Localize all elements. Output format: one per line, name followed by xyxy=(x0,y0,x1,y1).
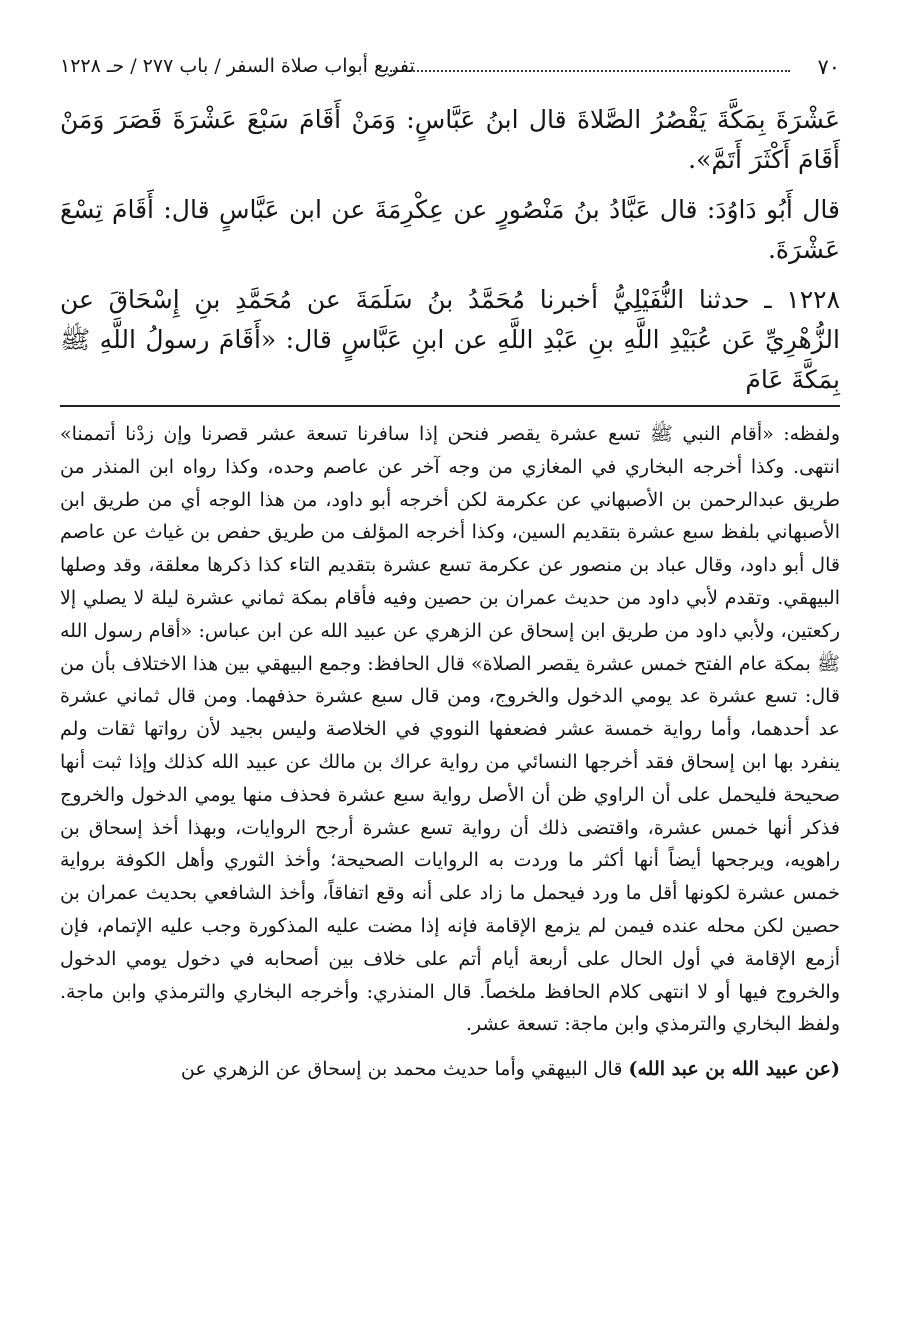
page-number: ٧٠ xyxy=(817,55,840,79)
header-dot-leader xyxy=(390,70,790,72)
commentary xyxy=(60,418,840,1086)
commentary-last-text: قال البيهقي وأما حديث محمد بن إسحاق عن الزهري عن xyxy=(180,1058,629,1081)
hadith-1228: ١٢٢٨ ـ حدثنا النُّفَيْلِيُّ أخبرنا مُحَمَّدُ بنُ سَلَمَةَ عن مُحَمَّدِ بنِ إِسْحَاقَ عن الزُّهْرِيِّ عَن عُبَيْدِ اللَّهِ بنِ عَبْدِ اللَّهِ عن ابنِ عَبَّاسٍ قال: «أَقَامَ رسولُ اللَّهِ ﷺ بِمَكَّةَ عَامَ xyxy=(60,285,840,394)
commentary-reference: (عن عبيد الله بن عبد الله) xyxy=(628,1058,840,1081)
main-paragraph-2: قال أَبُو دَاوُدَ: قال عَبَّادُ بنُ مَنْصُورٍ عن عِكْرِمَةَ عن ابن عَبَّاسٍ قال: أَقَامَ تِسْعَ عَشْرَةَ. xyxy=(60,195,840,264)
footnote-separator xyxy=(60,405,840,407)
main-paragraph-1: عَشْرَةَ بِمَكَّةَ يَقْصُرُ الصَّلاةَ قال ابنُ عَبَّاسٍ: وَمَنْ أَقَامَ سَبْعَ عَشْرَةَ قَصَرَ وَمَنْ أَقَامَ أَكْثَرَ أَتَمَّ». xyxy=(60,105,840,174)
header-title: تفريع أبواب صلاة السفر / باب ٢٧٧ / حـ ١٢٢٨ xyxy=(60,55,415,77)
running-header xyxy=(60,55,840,85)
commentary-body: ولفظه: «أقام النبي ﷺ تسع عشرة يقصر فنحن إذا سافرنا تسعة عشر قصرنا وإن زدْنا أتممنا» انتهى. وكذا أخرجه البخاري في المغازي من وجه آخر عن عاصم وحده، وكذا رواه ابن المنذر من طريق عبدالرحمن بن الأصبهاني عن عكرمة لكن أخرجه أبو داود، من هذا الوجه أي من طريق ابن الأصبهاني بلفظ سبع عشرة بتقديم السين، وكذا أخرجه المؤلف من طريق حفص بن غياث عن عاصم قال أبو داود، وقال عباد بن منصور عن عكرمة تسع عشرة بتقديم التاء كذا ذكرها معلقة، وقد وصلها البيهقي. وتقدم لأبي داود من حديث عمران بن حصين وفيه فأقام بمكة ثماني عشرة ليلة لا يصلي إلا ركعتين، ولأبي داود من طريق ابن إسحاق عن الزهري عن عبيد الله عن ابن عباس: «أقام رسول الله ﷺ بمكة عام الفتح خمس عشرة يقصر الصلاة» قال الحافظ: وجمع البيهقي بين هذا الاختلاف بأن من قال: تسع عشرة عد يومي الدخول والخروج، ومن قال سبع عشرة حذفهما. ومن قال ثماني عشرة عد أحدهما، وأما رواية خمسة عشر فضعفها النووي في الخلاصة وليس بجيد لأن رواتها ثقات ولم ينفرد بها ابن إسحاق فقد أخرجها النسائي من رواية عراك بن مالك عن عبيد الله كذلك وإذا ثبت أنها صحيحة فليحمل على أن الراوي ظن أن الأصل رواية سبع عشرة فحذف منها يومي الدخول والخروج فذكر أنها خمس عشرة، واقتضى ذلك أن رواية تسع عشرة أرجح الروايات، وبهذا أخذ إسحاق بن راهويه، ويرجحها أيضاً أنها أكثر ما وردت به الروايات الصحيحة؛ وأخذ الثوري وأهل الكوفة برواية خمس عشرة لكونها أقل ما ورد فيحمل ما زاد على أنه وقع اتفاقاً، وأخذ الشافعي بحديث عمران بن حصين لكن محله عنده فيمن لم يزمع الإقامة فإنه إذا مضت عليه المذكورة وجب عليه الإتمام، فإن أزمع الإقامة في أول الحال على أربعة أيام أتم على خلاف بين أصحابه في دخول يومي الدخول والخروج فيها أو لا انتهى كلام الحافظ ملخصاً. قال المنذري: وأخرجه البخاري والترمذي وابن ماجة. ولفظ البخاري والترمذي وابن ماجة: تسعة عشر. xyxy=(60,423,840,1036)
commentary-last-line xyxy=(60,1053,840,1086)
main-text xyxy=(60,100,840,410)
